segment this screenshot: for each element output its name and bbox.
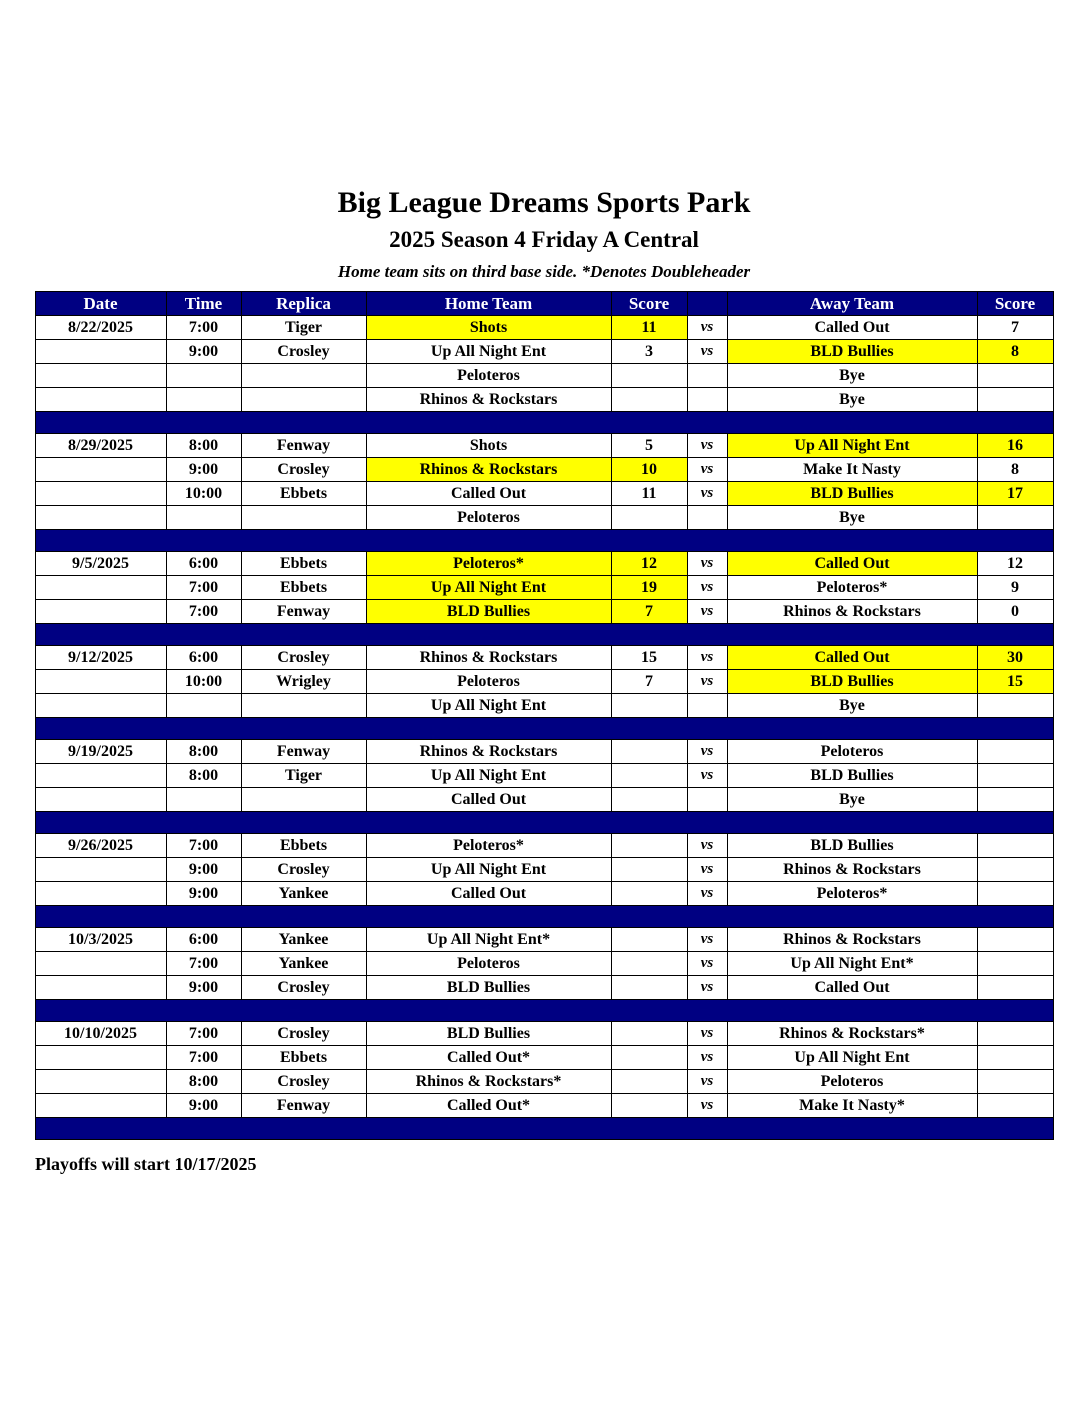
date-cell: 9/26/2025 (35, 834, 166, 858)
time-cell: 6:00 (166, 552, 241, 576)
separator-cell (35, 906, 1053, 928)
vs-cell: vs (687, 1046, 727, 1070)
home-score-cell: 10 (611, 458, 687, 482)
time-cell: 9:00 (166, 340, 241, 364)
date-cell: 10/3/2025 (35, 928, 166, 952)
separator-cell (35, 1000, 1053, 1022)
home-score-cell (611, 1094, 687, 1118)
game-row (35, 952, 1053, 976)
game-row (35, 364, 1053, 388)
date-cell (35, 788, 166, 812)
date-cell: 10/10/2025 (35, 1022, 166, 1046)
home-score-cell: 5 (611, 434, 687, 458)
time-cell (166, 388, 241, 412)
date-cell: 9/19/2025 (35, 740, 166, 764)
home-score-cell (611, 388, 687, 412)
col-header-away-score: Score (977, 292, 1053, 316)
home-team-cell: Peloteros* (366, 834, 611, 858)
home-team-cell: Peloteros* (366, 552, 611, 576)
home-score-cell: 7 (611, 600, 687, 624)
home-score-cell (611, 1022, 687, 1046)
game-row (35, 670, 1053, 694)
separator-row (35, 624, 1053, 646)
home-score-cell: 3 (611, 340, 687, 364)
game-row (35, 1070, 1053, 1094)
away-team-cell: Bye (727, 694, 977, 718)
away-score-cell: 17 (977, 482, 1053, 506)
time-cell: 6:00 (166, 928, 241, 952)
vs-cell: vs (687, 576, 727, 600)
home-score-cell: 19 (611, 576, 687, 600)
game-row (35, 458, 1053, 482)
away-score-cell: 8 (977, 458, 1053, 482)
away-score-cell (977, 1094, 1053, 1118)
game-row (35, 646, 1053, 670)
playoffs-note: Playoffs will start 10/17/2025 (35, 1154, 257, 1174)
away-team-cell: Bye (727, 788, 977, 812)
vs-cell (687, 788, 727, 812)
home-team-cell: Rhinos & Rockstars (366, 388, 611, 412)
away-score-cell (977, 858, 1053, 882)
date-cell (35, 976, 166, 1000)
separator-cell (35, 624, 1053, 646)
col-header-time: Time (166, 292, 241, 316)
away-score-cell (977, 364, 1053, 388)
replica-cell: Ebbets (241, 552, 366, 576)
home-team-cell: Called Out* (366, 1094, 611, 1118)
away-score-cell (977, 976, 1053, 1000)
home-team-cell: Called Out* (366, 1046, 611, 1070)
away-score-cell (977, 788, 1053, 812)
away-team-cell: Rhinos & Rockstars (727, 858, 977, 882)
date-cell (35, 576, 166, 600)
home-team-cell: Up All Night Ent (366, 340, 611, 364)
game-row (35, 764, 1053, 788)
away-team-cell: Make It Nasty (727, 458, 977, 482)
home-score-cell (611, 740, 687, 764)
time-cell: 7:00 (166, 576, 241, 600)
home-score-cell (611, 364, 687, 388)
home-score-cell: 12 (611, 552, 687, 576)
replica-cell: Crosley (241, 340, 366, 364)
away-score-cell: 12 (977, 552, 1053, 576)
home-team-cell: Shots (366, 434, 611, 458)
replica-cell: Crosley (241, 458, 366, 482)
date-cell: 8/22/2025 (35, 316, 166, 340)
away-score-cell (977, 388, 1053, 412)
replica-cell: Yankee (241, 952, 366, 976)
date-cell (35, 340, 166, 364)
home-score-cell (611, 952, 687, 976)
game-row (35, 1094, 1053, 1118)
game-row (35, 340, 1053, 364)
time-cell: 6:00 (166, 646, 241, 670)
schedule-table (35, 291, 1054, 1140)
vs-cell: vs (687, 646, 727, 670)
game-row (35, 388, 1053, 412)
away-score-cell (977, 694, 1053, 718)
header-row (35, 292, 1053, 316)
time-cell: 9:00 (166, 1094, 241, 1118)
home-team-cell: Called Out (366, 482, 611, 506)
time-cell: 10:00 (166, 482, 241, 506)
time-cell: 8:00 (166, 1070, 241, 1094)
date-cell (35, 388, 166, 412)
time-cell (166, 694, 241, 718)
date-cell (35, 458, 166, 482)
away-team-cell: Peloteros* (727, 576, 977, 600)
time-cell: 7:00 (166, 316, 241, 340)
time-cell: 9:00 (166, 858, 241, 882)
away-team-cell: Bye (727, 388, 977, 412)
away-score-cell (977, 1046, 1053, 1070)
date-cell (35, 1046, 166, 1070)
home-team-cell: Rhinos & Rockstars (366, 646, 611, 670)
vs-cell: vs (687, 1094, 727, 1118)
date-cell (35, 764, 166, 788)
home-score-cell (611, 976, 687, 1000)
away-score-cell: 9 (977, 576, 1053, 600)
date-cell (35, 600, 166, 624)
away-team-cell: BLD Bullies (727, 764, 977, 788)
date-cell (35, 364, 166, 388)
away-team-cell: Rhinos & Rockstars (727, 600, 977, 624)
vs-cell (687, 388, 727, 412)
vs-cell: vs (687, 670, 727, 694)
away-team-cell: Bye (727, 364, 977, 388)
away-score-cell (977, 1070, 1053, 1094)
away-score-cell (977, 506, 1053, 530)
game-row (35, 858, 1053, 882)
away-team-cell: Peloteros (727, 1070, 977, 1094)
home-team-cell: Called Out (366, 882, 611, 906)
home-team-cell: Up All Night Ent (366, 694, 611, 718)
home-team-cell: BLD Bullies (366, 976, 611, 1000)
time-cell: 7:00 (166, 1046, 241, 1070)
home-team-cell: Shots (366, 316, 611, 340)
replica-cell: Yankee (241, 928, 366, 952)
replica-cell (241, 506, 366, 530)
away-team-cell: Rhinos & Rockstars (727, 928, 977, 952)
home-score-cell (611, 882, 687, 906)
away-score-cell: 7 (977, 316, 1053, 340)
replica-cell: Crosley (241, 1022, 366, 1046)
replica-cell: Fenway (241, 740, 366, 764)
vs-cell: vs (687, 340, 727, 364)
separator-row (35, 1000, 1053, 1022)
home-team-cell: Rhinos & Rockstars* (366, 1070, 611, 1094)
replica-cell: Fenway (241, 1094, 366, 1118)
vs-cell: vs (687, 764, 727, 788)
vs-cell: vs (687, 1070, 727, 1094)
vs-cell: vs (687, 434, 727, 458)
game-row (35, 740, 1053, 764)
vs-cell: vs (687, 976, 727, 1000)
home-score-cell (611, 764, 687, 788)
away-team-cell: Bye (727, 506, 977, 530)
separator-row (35, 412, 1053, 434)
replica-cell: Tiger (241, 316, 366, 340)
away-team-cell: Called Out (727, 552, 977, 576)
away-score-cell (977, 1022, 1053, 1046)
home-score-cell (611, 788, 687, 812)
home-score-cell: 15 (611, 646, 687, 670)
date-cell: 9/12/2025 (35, 646, 166, 670)
replica-cell: Crosley (241, 646, 366, 670)
replica-cell (241, 694, 366, 718)
time-cell: 7:00 (166, 600, 241, 624)
col-header-away-team: Away Team (727, 292, 977, 316)
away-team-cell: Peloteros* (727, 882, 977, 906)
replica-cell: Ebbets (241, 834, 366, 858)
home-team-cell: Rhinos & Rockstars (366, 458, 611, 482)
home-score-cell (611, 506, 687, 530)
separator-row (35, 906, 1053, 928)
vs-cell: vs (687, 316, 727, 340)
time-cell: 7:00 (166, 952, 241, 976)
vs-cell: vs (687, 552, 727, 576)
away-score-cell (977, 764, 1053, 788)
col-header-vs (687, 292, 727, 316)
home-team-cell: Up All Night Ent* (366, 928, 611, 952)
home-team-cell: BLD Bullies (366, 600, 611, 624)
away-score-cell: 15 (977, 670, 1053, 694)
away-team-cell: Called Out (727, 976, 977, 1000)
page-title: Big League Dreams Sports Park (337, 186, 751, 219)
col-header-replica: Replica (241, 292, 366, 316)
date-cell: 9/5/2025 (35, 552, 166, 576)
separator-row (35, 530, 1053, 552)
time-cell: 10:00 (166, 670, 241, 694)
vs-cell: vs (687, 834, 727, 858)
game-row (35, 552, 1053, 576)
game-row (35, 316, 1053, 340)
time-cell: 9:00 (166, 458, 241, 482)
replica-cell (241, 788, 366, 812)
away-score-cell (977, 928, 1053, 952)
game-row (35, 1046, 1053, 1070)
time-cell: 7:00 (166, 834, 241, 858)
home-score-cell: 11 (611, 316, 687, 340)
replica-cell: Tiger (241, 764, 366, 788)
time-cell (166, 506, 241, 530)
col-header-date: Date (35, 292, 166, 316)
away-team-cell: BLD Bullies (727, 834, 977, 858)
away-team-cell: Make It Nasty* (727, 1094, 977, 1118)
time-cell: 8:00 (166, 434, 241, 458)
game-row (35, 788, 1053, 812)
replica-cell (241, 388, 366, 412)
away-team-cell: Peloteros (727, 740, 977, 764)
replica-cell: Wrigley (241, 670, 366, 694)
game-row (35, 1022, 1053, 1046)
home-team-cell: Peloteros (366, 364, 611, 388)
legend-note: Home team sits on third base side. *Denotes Doubleheader (337, 262, 751, 281)
home-score-cell (611, 834, 687, 858)
game-row (35, 928, 1053, 952)
away-team-cell: Up All Night Ent (727, 434, 977, 458)
date-cell (35, 1094, 166, 1118)
date-cell (35, 1070, 166, 1094)
vs-cell: vs (687, 458, 727, 482)
col-header-home-score: Score (611, 292, 687, 316)
vs-cell: vs (687, 1022, 727, 1046)
date-cell (35, 506, 166, 530)
vs-cell (687, 364, 727, 388)
separator-row (35, 1118, 1053, 1140)
date-cell (35, 858, 166, 882)
away-score-cell: 30 (977, 646, 1053, 670)
col-header-home-team: Home Team (366, 292, 611, 316)
home-team-cell: Peloteros (366, 670, 611, 694)
away-score-cell: 0 (977, 600, 1053, 624)
away-score-cell (977, 740, 1053, 764)
game-row (35, 482, 1053, 506)
time-cell: 9:00 (166, 882, 241, 906)
game-row (35, 976, 1053, 1000)
away-team-cell: Called Out (727, 316, 977, 340)
away-score-cell (977, 834, 1053, 858)
vs-cell: vs (687, 482, 727, 506)
separator-cell (35, 530, 1053, 552)
home-team-cell: Up All Night Ent (366, 576, 611, 600)
game-row (35, 882, 1053, 906)
replica-cell: Fenway (241, 434, 366, 458)
replica-cell: Crosley (241, 1070, 366, 1094)
away-score-cell: 8 (977, 340, 1053, 364)
vs-cell: vs (687, 858, 727, 882)
time-cell (166, 364, 241, 388)
home-score-cell (611, 1046, 687, 1070)
game-row (35, 694, 1053, 718)
replica-cell: Ebbets (241, 576, 366, 600)
date-cell (35, 952, 166, 976)
replica-cell: Crosley (241, 858, 366, 882)
time-cell: 9:00 (166, 976, 241, 1000)
page-subtitle: 2025 Season 4 Friday A Central (389, 227, 699, 252)
home-score-cell (611, 694, 687, 718)
vs-cell: vs (687, 740, 727, 764)
replica-cell: Crosley (241, 976, 366, 1000)
date-cell (35, 482, 166, 506)
home-score-cell: 7 (611, 670, 687, 694)
home-score-cell (611, 1070, 687, 1094)
home-team-cell: Called Out (366, 788, 611, 812)
schedule-body (35, 316, 1053, 1140)
separator-cell (35, 412, 1053, 434)
vs-cell: vs (687, 952, 727, 976)
home-score-cell: 11 (611, 482, 687, 506)
home-team-cell: Rhinos & Rockstars (366, 740, 611, 764)
away-team-cell: Called Out (727, 646, 977, 670)
away-score-cell (977, 882, 1053, 906)
home-score-cell (611, 858, 687, 882)
vs-cell: vs (687, 600, 727, 624)
replica-cell: Ebbets (241, 482, 366, 506)
separator-row (35, 718, 1053, 740)
vs-cell: vs (687, 882, 727, 906)
away-score-cell (977, 952, 1053, 976)
away-team-cell: BLD Bullies (727, 482, 977, 506)
replica-cell: Yankee (241, 882, 366, 906)
away-team-cell: Up All Night Ent* (727, 952, 977, 976)
replica-cell: Ebbets (241, 1046, 366, 1070)
home-team-cell: Peloteros (366, 952, 611, 976)
away-team-cell: Up All Night Ent (727, 1046, 977, 1070)
separator-cell (35, 812, 1053, 834)
time-cell: 8:00 (166, 740, 241, 764)
home-team-cell: Up All Night Ent (366, 858, 611, 882)
separator-cell (35, 1118, 1053, 1140)
time-cell: 7:00 (166, 1022, 241, 1046)
away-team-cell: BLD Bullies (727, 340, 977, 364)
replica-cell (241, 364, 366, 388)
game-row (35, 506, 1053, 530)
home-team-cell: Up All Night Ent (366, 764, 611, 788)
separator-row (35, 812, 1053, 834)
away-team-cell: Rhinos & Rockstars* (727, 1022, 977, 1046)
game-row (35, 834, 1053, 858)
away-team-cell: BLD Bullies (727, 670, 977, 694)
separator-cell (35, 718, 1053, 740)
date-cell: 8/29/2025 (35, 434, 166, 458)
vs-cell (687, 694, 727, 718)
game-row (35, 434, 1053, 458)
date-cell (35, 670, 166, 694)
away-score-cell: 16 (977, 434, 1053, 458)
home-score-cell (611, 928, 687, 952)
date-cell (35, 882, 166, 906)
game-row (35, 600, 1053, 624)
replica-cell: Fenway (241, 600, 366, 624)
time-cell: 8:00 (166, 764, 241, 788)
game-row (35, 576, 1053, 600)
date-cell (35, 694, 166, 718)
home-team-cell: Peloteros (366, 506, 611, 530)
home-team-cell: BLD Bullies (366, 1022, 611, 1046)
vs-cell: vs (687, 928, 727, 952)
time-cell (166, 788, 241, 812)
vs-cell (687, 506, 727, 530)
